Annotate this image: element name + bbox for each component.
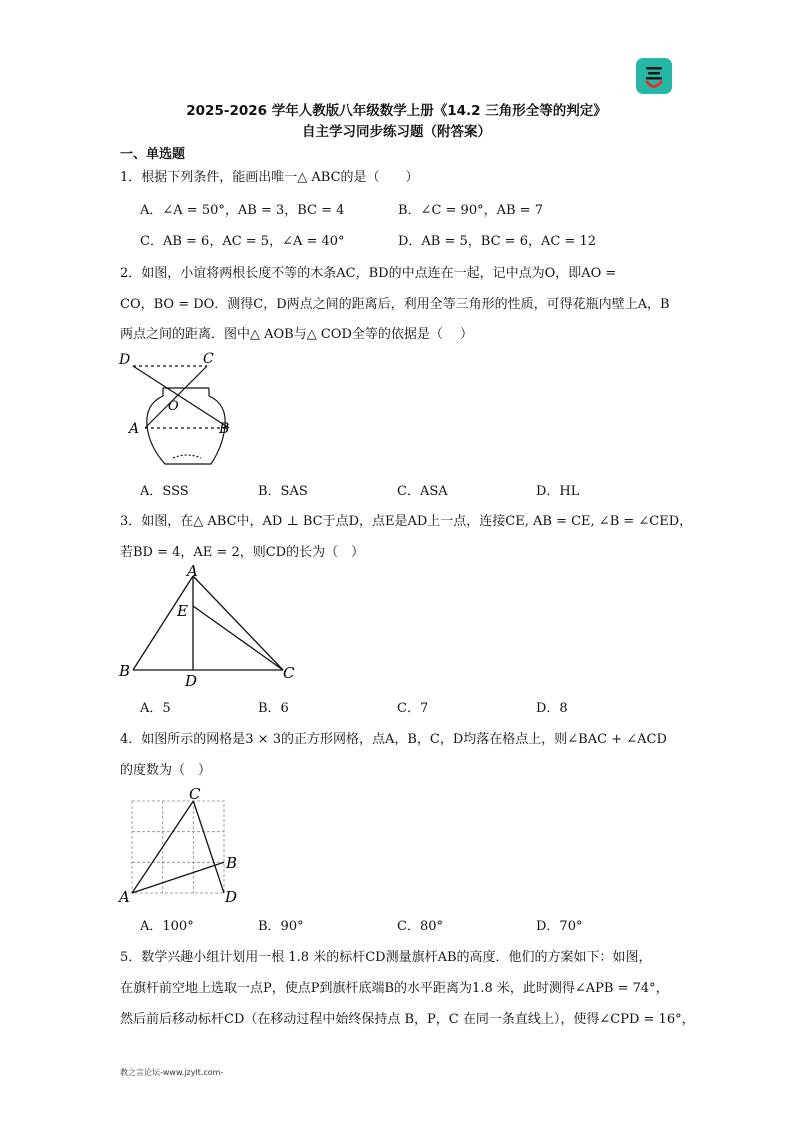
q1-option-a: A．∠A = 50°，AB = 3，BC = 4 xyxy=(140,203,345,218)
q4-label-c: C xyxy=(189,785,201,803)
q2-option-b: B．SAS xyxy=(258,484,308,499)
q4-label-d: D xyxy=(225,888,238,906)
q4-option-d: D．70° xyxy=(536,919,583,934)
q2-label-a: A xyxy=(129,421,140,437)
q4-option-a: A．100° xyxy=(140,919,194,934)
q1-option-d: D．AB = 5，BC = 6，AC = 12 xyxy=(398,234,596,249)
q5-line2: 在旗杆前空地上选取一点P，使点P到旗杆底端B的水平距离为1.8 米，此时测得∠APB = 74°， xyxy=(120,981,669,996)
q3-option-c: C．7 xyxy=(397,701,429,716)
q3-segment-ce xyxy=(193,606,283,670)
q4-line2: 的度数为（ ） xyxy=(120,763,212,778)
q2-line1: 2．如图，小谊将两根长度不等的木条AC，BD的中点连在一起，记中点为O，即AO = xyxy=(120,266,617,281)
q3-option-a: A．5 xyxy=(140,701,171,716)
q2-label-d: D xyxy=(119,352,131,368)
q3-label-e: E xyxy=(177,602,188,620)
q4-line1: 4．如图所示的网格是3 × 3的正方形网格，点A，B，C，D均落在格点上，则∠BAC + ∠ACD xyxy=(120,732,667,747)
chat-logo-icon xyxy=(636,58,672,94)
q4-grid-figure xyxy=(115,784,245,906)
q4-label-a: A xyxy=(119,888,130,906)
q1-option-b: B．∠C = 90°，AB = 7 xyxy=(398,203,543,218)
q3-option-b: B．6 xyxy=(258,701,289,716)
q3-line1: 3．如图，在△ ABC中，AD ⊥ BC于点D，点E是AD上一点，连接CE, AB = CE, ∠B = ∠CED， xyxy=(120,514,693,529)
doc-title-line2: 自主学习同步练习题（附答案） xyxy=(302,124,491,140)
q2-stick-ca xyxy=(145,366,207,428)
q2-option-d: D．HL xyxy=(536,484,580,499)
q3-label-b: B xyxy=(119,662,131,680)
q2-option-a: A．SSS xyxy=(140,484,189,499)
q2-line2: CO，BO = DO．测得C，D两点之间的距离后，利用全等三角形的性质，可得花瓶内壁上A，B xyxy=(120,297,670,312)
q4-grid xyxy=(132,801,224,893)
q2-vase-body xyxy=(147,388,225,464)
q4-segment-ab xyxy=(132,862,224,893)
q2-line3: 两点之间的距离．图中△ AOB与△ COD全等的依据是（ ） xyxy=(120,327,474,342)
q3-side-ac xyxy=(193,576,283,670)
q4-segment-ac xyxy=(132,801,193,893)
q3-side-ab xyxy=(133,576,193,670)
q2-label-c: C xyxy=(203,351,214,367)
q1-option-c: C．AB = 6，AC = 5，∠A = 40° xyxy=(140,234,345,249)
q4-label-b: B xyxy=(226,854,238,872)
q3-label-d: D xyxy=(185,672,198,690)
q2-label-o: O xyxy=(168,399,179,414)
q4-option-c: C．80° xyxy=(397,919,443,934)
q3-line2: 若BD = 4，AE = 2，则CD的长为（ ） xyxy=(120,545,365,560)
q2-vase-figure xyxy=(115,348,245,470)
section-heading: 一、单选题 xyxy=(120,147,186,162)
q3-option-d: D．8 xyxy=(536,701,568,716)
q3-label-c: C xyxy=(283,664,295,682)
q4-segment-cd xyxy=(193,801,224,893)
q2-option-c: C．ASA xyxy=(397,484,448,499)
q3-triangle-figure xyxy=(115,562,305,690)
q5-line1: 5．数学兴趣小组计划用一根 1.8 米的标杆CD测量旗杆AB的高度．他们的方案如下：如图， xyxy=(120,950,652,965)
q5-line3: 然后前后移动标杆CD（在移动过程中始终保持点 B，P，C 在同一条直线上），使得∠CPD = 16°， xyxy=(120,1012,695,1027)
q1-stem: 1．根据下列条件，能画出唯一△ ABC的是（ ） xyxy=(120,170,419,185)
footer-source: 教之言论坛-www.jzylt.com- xyxy=(120,1068,224,1077)
doc-title-line1: 2025-2026 学年人教版八年级数学上册《14.2 三角形全等的判定》 xyxy=(186,103,607,119)
q3-label-a: A xyxy=(187,562,198,580)
q4-option-b: B．90° xyxy=(258,919,304,934)
q2-label-b: B xyxy=(219,421,230,437)
